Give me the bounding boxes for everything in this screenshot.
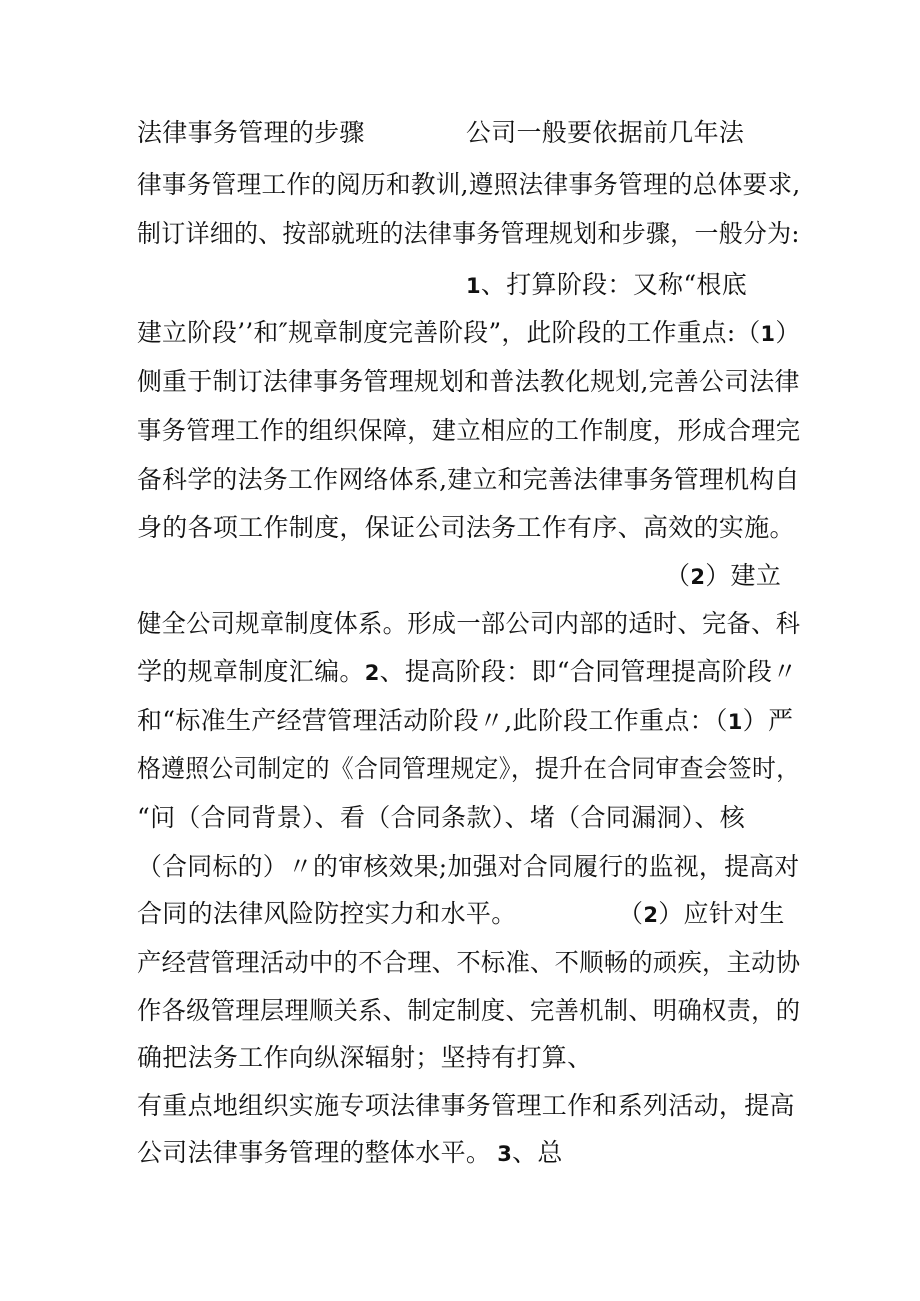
text-line: 格遵照公司制定的《合同管理规定》，提升在合同审查会签时， xyxy=(137,754,801,783)
item-number: 2 xyxy=(690,565,706,589)
section-number: 1 xyxy=(466,274,481,298)
section-number: 3 xyxy=(497,1142,513,1166)
item-number: 1 xyxy=(727,710,743,734)
item-number: 1 xyxy=(760,322,776,346)
text-line: 制订详细的、按部就班的法律事务管理规划和步骤，一般分为: xyxy=(137,219,800,248)
text-line: 公司法律事务管理的整体水平。 3、总 xyxy=(137,1138,563,1167)
text-line: 1、打算阶段：又称“根底 xyxy=(466,270,748,299)
text-line: 产经营管理活动中的不合理、不标准、不顺畅的顽疾，主动协 xyxy=(137,948,801,977)
text-line: 学的规章制度汇编。2、提高阶段：即“合同管理提高阶段〃 xyxy=(137,657,798,686)
text-line: 法律事务管理的步骤 公司一般要依据前几年法 xyxy=(137,118,745,147)
text-line: 健全公司规章制度体系。形成一部公司内部的适时、完备、科 xyxy=(137,609,801,638)
text-line: 律事务管理工作的阅历和教训,遵照法律事务管理的总体要求, xyxy=(137,170,801,199)
text-line: （2）建立 xyxy=(665,561,782,590)
text-line: 备科学的法务工作网络体系,建立和完善法律事务管理机构自 xyxy=(137,465,800,494)
text-line: 作各级管理层理顺关系、制定制度、完善机制、明确权责，的 xyxy=(137,996,801,1025)
text-line: 侧重于制订法律事务管理规划和普法教化规划,完善公司法律 xyxy=(137,367,800,396)
text-line: （合同标的）〃的审核效果;加强对合同履行的监视，提高对 xyxy=(137,852,800,881)
text-line: 确把法务工作向纵深辐射；坚持有打算、 xyxy=(137,1043,593,1072)
text-line: 身的各项工作制度，保证公司法务工作有序、高效的实施。 xyxy=(137,513,795,542)
text-line: 合同的法律风险防控实力和水平。 （2）应针对生 xyxy=(137,899,785,928)
text-line: 和“标准生产经营管理活动阶段〃,此阶段工作重点：（1）严 xyxy=(137,706,794,735)
item-number: 2 xyxy=(643,903,659,927)
section-number: 2 xyxy=(364,661,380,685)
text-line: 建立阶段’’和″规章制度完善阶段”，此阶段的工作重点:（1） xyxy=(137,318,801,347)
text-line: “问（合同背景）、看（合同条款）、堵（合同漏洞）、核 xyxy=(137,803,746,832)
text-line: 事务管理工作的组织保障，建立相应的工作制度，形成合理完 xyxy=(137,416,801,445)
text-line: 有重点地组织实施专项法律事务管理工作和系列活动，提高 xyxy=(137,1091,795,1120)
